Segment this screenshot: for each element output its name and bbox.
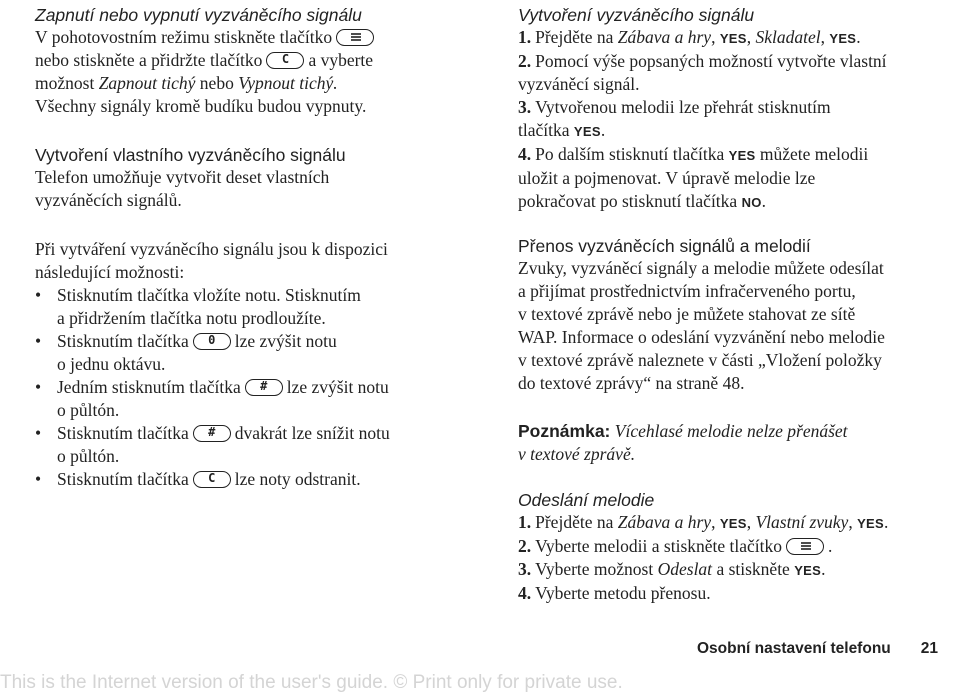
heading-transfer: Přenos vyzváněcích signálů a melodií xyxy=(518,236,811,256)
list-item: 3. Vyberte možnost Odeslat a stiskněte YES. xyxy=(518,559,826,579)
page-number: 21 xyxy=(920,640,938,657)
list-item: 4. Vyberte metodu přenosu. xyxy=(518,583,711,603)
menu-key-icon xyxy=(336,29,374,46)
hash-key-icon: # xyxy=(193,425,231,442)
zero-key-icon: 0 xyxy=(193,333,231,350)
hash-key-icon: # xyxy=(245,379,283,396)
heading-send-melody: Odeslání melodie xyxy=(518,490,655,510)
heading-silent-mode: Zapnutí nebo vypnutí vyzváněcího signálu xyxy=(35,5,362,25)
list-item: • Stisknutím tlačítka vložíte notu. Stisknutím a přidržením tlačítka notu prodloužíte. xyxy=(35,285,361,328)
list-item: 3. Vytvořenou melodii lze přehrát stisknutím tlačítka YES. xyxy=(518,97,831,140)
watermark-notice: This is the Internet version of the user's guide. © Print only for private use. xyxy=(0,672,623,693)
list-item: 2. Pomocí výše popsaných možností vytvořte vlastní vyzváněcí signál. xyxy=(518,51,887,94)
c-key-icon: C xyxy=(193,471,231,488)
list-item: • Jedním stisknutím tlačítka # lze zvýšit notu o půltón. xyxy=(35,377,389,420)
note: Poznámka: Vícehlasé melodie nelze přenášet xyxy=(518,421,848,441)
page-footer xyxy=(697,640,938,658)
options-list xyxy=(35,284,475,491)
list-item: 2. Vyberte melodii a stiskněte tlačítko . xyxy=(518,536,833,556)
heading-custom-ringtone: Vytvoření vlastního vyzváněcího signálu xyxy=(35,145,346,165)
list-item: • Stisknutím tlačítka 0 lze zvýšit notu o jednu oktávu. xyxy=(35,331,337,374)
paragraph: V pohotovostním režimu stiskněte tlačítko xyxy=(35,26,475,49)
heading-create-ringtone: Vytvoření vyzváněcího signálu xyxy=(518,5,755,25)
steps-list xyxy=(518,26,938,214)
list-item: 4. Po dalším stisknutí tlačítka YES můžete melodii uložit a pojmenovat. V úpravě melodie lze pokračovat po stisknutí tlačítka NO. xyxy=(518,144,869,211)
list-item: • Stisknutím tlačítka C lze noty odstranit. xyxy=(35,469,361,489)
c-key-icon: C xyxy=(266,52,304,69)
list-item: 1. Přejděte na Zábava a hry, YES, Skladatel, YES. xyxy=(518,27,861,47)
menu-key-icon xyxy=(786,538,824,555)
steps-list xyxy=(518,511,938,605)
list-item: 1. Přejděte na Zábava a hry, YES, Vlastní zvuky, YES. xyxy=(518,512,889,532)
section-title: Osobní nastavení telefonu xyxy=(696,640,891,657)
list-item: • Stisknutím tlačítka # dvakrát lze snížit notu o půltón. xyxy=(35,423,390,466)
